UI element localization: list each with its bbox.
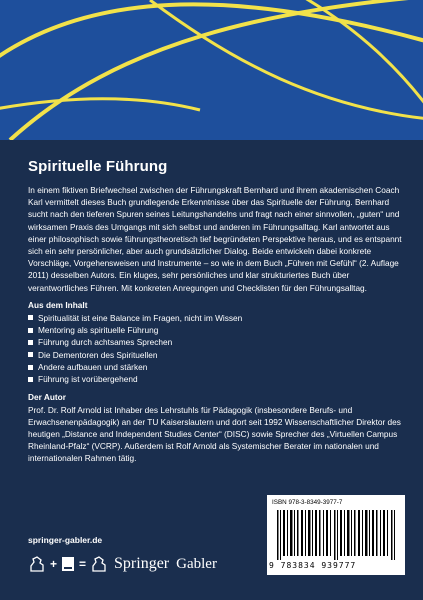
springer-knight-icon	[90, 556, 108, 572]
book-logo-icon	[61, 556, 75, 572]
contents-item: Führung durch achtsames Sprechen	[28, 336, 403, 348]
bullet-square-icon	[28, 365, 33, 370]
swoosh-graphic	[0, 0, 423, 140]
bullet-square-icon	[28, 315, 33, 320]
equals-sign: =	[79, 557, 87, 571]
author-paragraph: Prof. Dr. Rolf Arnold ist Inhaber des Lehrstuhls für Pädagogik (insbesondere Berufs- und Erwachsenenpädagogik) an der TU Kaiserslautern und dort seit 1992 Wissenschaftlicher Direktor des heutigen „Distance and Independent Studies Center“ (DISC) sowie Sprecher des „Virtuellen Campus Rheinland-Pfalz“ (VCRP). Außerdem ist Rolf Arnold als Systemischer Berater im nationalen und internationalen Rahmen tätig.	[28, 404, 401, 464]
contents-item: Mentoring als spirituelle Führung	[28, 324, 403, 336]
contents-item: Andere aufbauen und stärken	[28, 361, 403, 373]
cover-top-band	[0, 0, 423, 140]
barcode-digits: 9 783834 939777	[269, 561, 357, 570]
publisher-logos	[28, 555, 217, 573]
knight-logo-icon	[28, 556, 46, 572]
bullet-square-icon	[28, 340, 33, 345]
website-url: springer-gabler.de	[28, 535, 103, 545]
contents-item: Die Dementoren des Spirituellen	[28, 349, 403, 361]
isbn-number: ISBN 978-3-8349-3977-7	[272, 499, 343, 506]
contents-heading: Aus dem Inhalt	[28, 299, 88, 310]
intro-paragraph: In einem fiktiven Briefwechsel zwischen der Führungskraft Bernhard und ihrem akademischen Coach Karl vermittelt dieses Buch grundlegende Erkenntnisse über das Spirituelle der Führung. Bernhard sucht nach den tieferen Spuren seines Leitungshandelns und fragt nach einer sinnvollen, „guten“ und wirksamen Praxis des Umgangs mit sich selbst und anderen im Führungsalltag. Karl antwortet aus einer philosophisch sowie führungstheoretisch tief begründeten Perspektive heraus, und es entspannt sich ein sehr persönlicher, aber auch grundsätzlicher Dialog. Beide entwickeln dabei konkrete Vorschläge, Vorgehensweisen und Instrumente – so wie in dem Buch „Führen mit Gefühl“ (2. Auflage 2011) desselben Autors. Ein kluges, sehr persönliches und klar strukturiertes Buch über verantwortliches Führen. Mit konkreten Anregungen und Checklisten für den Führungsalltag.	[28, 185, 402, 293]
contents-item: Spiritualität ist eine Balance im Fragen, nicht im Wissen	[28, 312, 403, 324]
barcode-icon	[277, 510, 395, 560]
isbn-barcode-box	[267, 495, 405, 575]
contents-list	[28, 312, 403, 386]
contents-item: Führung ist vorübergehend	[28, 373, 403, 385]
gabler-wordmark: Gabler	[176, 555, 217, 572]
bullet-square-icon	[28, 377, 33, 382]
springer-wordmark: Springer	[114, 555, 170, 572]
back-cover-content	[28, 158, 403, 465]
book-title: Spirituelle Führung	[28, 158, 168, 175]
bullet-square-icon	[28, 352, 33, 357]
plus-sign: +	[50, 557, 58, 571]
bullet-square-icon	[28, 328, 33, 333]
author-heading: Der Autor	[28, 391, 66, 402]
